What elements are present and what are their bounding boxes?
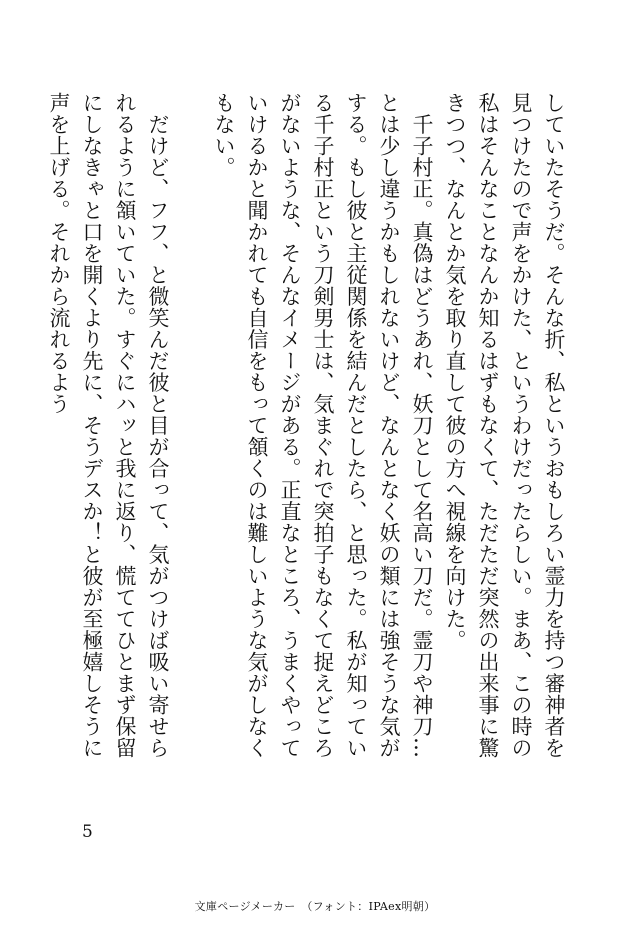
paragraph-2: 千子村正。真偽はどうあれ、妖刀として名高い刀だ。霊刀や神刀…とは少し違うかもしれないけど、なんとなく妖の類には強そうな気がする。もし彼と主従関係を結んだとしたら、と思った。私が知っている千子村正という刀剣男士は、気まぐれで突拍子もなくて捉えどころがないような、そんなイメージがある。正直なところ、うまくやっていけるかと聞かれても自信をもって頷くのは難しいような気がしなくもない。 — [212, 92, 434, 759]
footer-credit: 文庫ページメーカー （フォント：IPAex明朝） — [194, 900, 436, 913]
paragraph-1: していたそうだ。そんな折、私というおもしろい霊力を持つ審神者を見つけたので声をかけた、というわけだったらしい。まあ、この時の私はそんなことなんか知るはずもなくて、ただただ突然の出来事に驚きつつ、なんとか気を取り直して彼の方へ視線を向けた。 — [443, 92, 566, 759]
vertical-text-body — [47, 92, 570, 778]
page-number: 5 — [82, 822, 93, 842]
paragraph-3: だけど、フフ、と微笑んだ彼と目が合って、気がつけば吸い寄せられるように頷いていた。すぐにハッと我に返り、慌ててひとまず保留にしなきゃと口を開くより先に、そうデスか！と彼が至極嬉しそうに声を上げる。それから流れるよう — [47, 92, 170, 759]
